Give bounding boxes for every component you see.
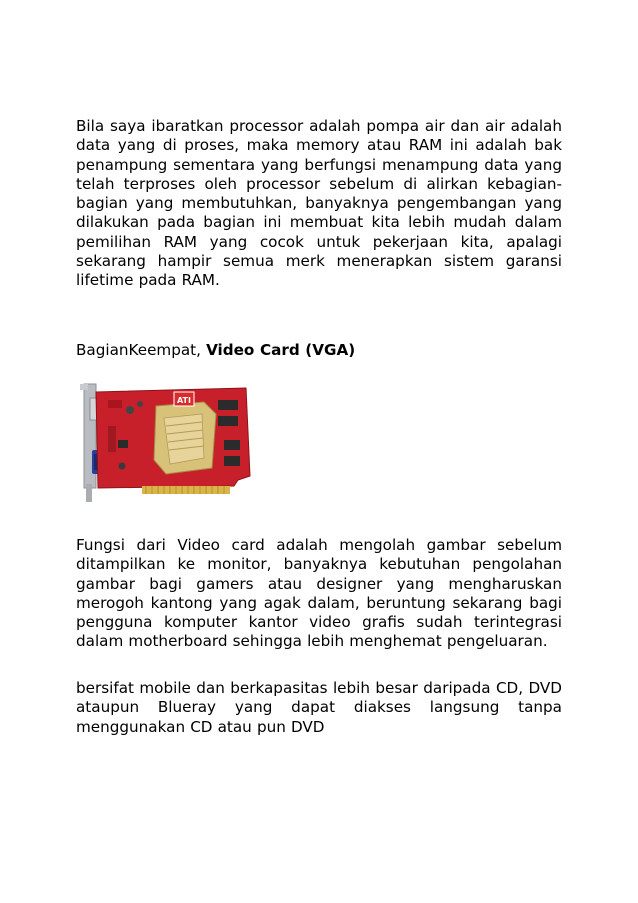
paragraph-ram: Bila saya ibaratkan processor adalah pompa air dan air adalah data yang di proses, maka memory atau RAM ini adalah bak penampung sementara yang berfungsi menampung data yang telah terproses oleh processor sebelum di alirkan kebagian-bagian yang membutuhkan, banyaknya pengembangan yang dilakukan pada bagian ini membuat kita lebih mudah dalam pemilihan RAM yang cocok untuk pekerjaan kita, apalagi sekarang hampir semua merk menerapkan sistem garansi lifetime pada RAM. xyxy=(76,117,562,290)
chip-label: ATI xyxy=(176,396,192,405)
section-heading-prefix: BagianKeempat, xyxy=(76,341,207,359)
paragraph-video-card: Fungsi dari Video card adalah mengolah gambar sebelum ditampilkan ke monitor, banyaknya kebutuhan pengolahan gambar bagi gamers atau designer yang mengharuskan merogoh kantong yang agak dalam, beruntung sekarang bagi pengguna komputer kantor video grafis sudah terintegrasi dalam motherboard sehingga lebih menghemat pengeluaran. xyxy=(76,536,562,651)
video-card-image xyxy=(78,380,254,504)
section-heading-title: Video Card (VGA) xyxy=(206,341,356,359)
section-heading xyxy=(76,341,562,360)
paragraph-storage: bersifat mobile dan berkapasitas lebih besar daripada CD, DVD ataupun Blueray yang dapat diakses langsung tanpa menggunakan CD atau pun DVD xyxy=(76,679,562,736)
